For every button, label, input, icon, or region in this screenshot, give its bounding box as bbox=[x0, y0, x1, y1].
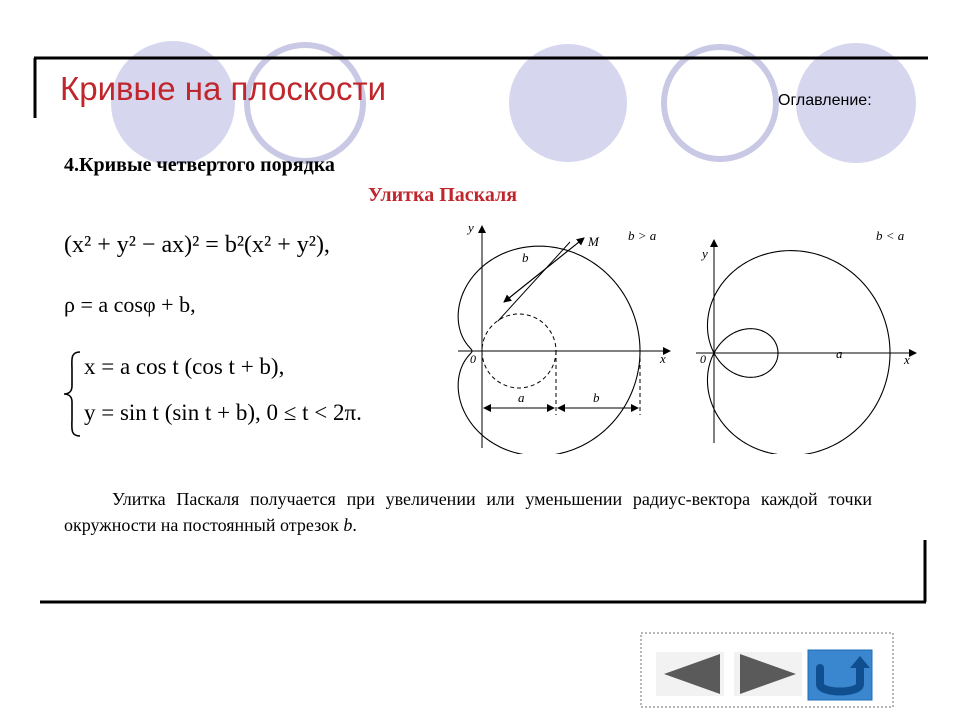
diagram-b-less-a bbox=[696, 228, 916, 454]
right-origin: 0 bbox=[700, 352, 706, 366]
toc-link[interactable]: Оглавление: bbox=[778, 92, 872, 109]
deco-circle-3 bbox=[509, 44, 627, 162]
left-point-m: M bbox=[588, 234, 599, 249]
left-y-label: y bbox=[468, 220, 474, 235]
description-paragraph bbox=[64, 486, 872, 538]
system-brace bbox=[62, 350, 84, 438]
navigation-panel bbox=[640, 632, 894, 708]
right-x-label: x bbox=[904, 352, 910, 367]
parametric-y-equation: y = sin t (sin t + b), 0 ≤ t < 2π. bbox=[84, 400, 362, 425]
limacon-curve-left bbox=[458, 246, 640, 454]
return-button[interactable] bbox=[808, 650, 872, 700]
polar-equation: ρ = a cosφ + b, bbox=[64, 292, 196, 317]
right-condition: b < a bbox=[876, 228, 905, 243]
left-segment-b: b bbox=[522, 250, 529, 265]
left-dim-b: b bbox=[593, 390, 600, 405]
deco-circle-4 bbox=[664, 47, 776, 159]
left-condition: b > a bbox=[628, 228, 657, 243]
section-heading: 4.Кривые четвертого порядка bbox=[64, 154, 335, 176]
slide-title: Кривые на плоскости bbox=[60, 70, 387, 107]
diagram-b-greater-a bbox=[458, 220, 670, 454]
left-origin: 0 bbox=[470, 352, 476, 366]
next-slide-button[interactable] bbox=[734, 652, 802, 696]
implicit-equation: (x² + y² − ax)² = b²(x² + y²), bbox=[64, 232, 330, 258]
left-dim-a: a bbox=[518, 390, 525, 405]
limacon-curve-right bbox=[707, 251, 890, 454]
right-a-label: a bbox=[836, 346, 843, 361]
radius-segment-b bbox=[498, 242, 570, 321]
left-x-label: x bbox=[660, 351, 666, 366]
curve-name: Улитка Паскаля bbox=[368, 184, 518, 206]
parametric-x-equation: x = a cos t (cos t + b), bbox=[84, 354, 285, 379]
dimension-b-line-2 bbox=[504, 238, 584, 302]
description-end: . bbox=[352, 515, 357, 535]
right-y-label: y bbox=[702, 246, 708, 261]
description-text: Улитка Паскаля получается при увеличении или уменьшении радиус-вектора каждой точки окружности на постоянный отрезок bbox=[64, 489, 872, 535]
limacon-diagrams bbox=[438, 218, 928, 454]
description-variable-b: b bbox=[343, 515, 353, 535]
prev-slide-button[interactable] bbox=[656, 652, 724, 696]
